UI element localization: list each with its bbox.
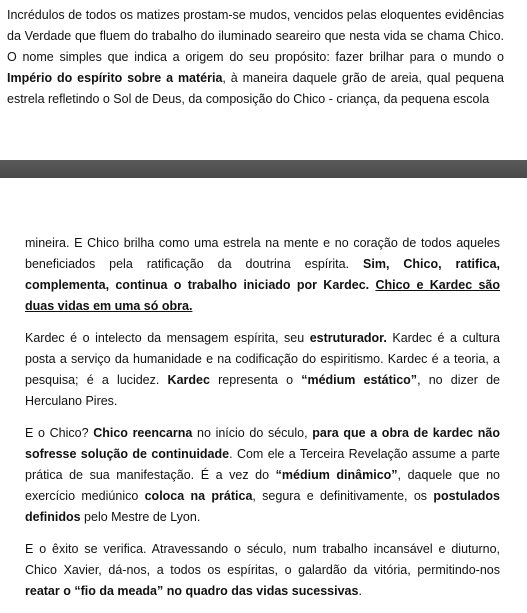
text-run: Kardec é o intelecto da mensagem espírita, seu xyxy=(25,331,310,345)
text-run: mineira. E Chico brilha como uma estrela na mente e no coração de todos aqueles beneficiados pela ratificação da doutrina espírita. xyxy=(25,236,500,271)
text-run: Kardec é a cultura posta a serviço da humanidade e na codificação do espiritismo. Kardec é a teoria, a pesquisa; é a lucidez. xyxy=(25,331,500,387)
paragraph-4 xyxy=(25,539,500,602)
text-run: no início do século, xyxy=(192,426,313,440)
text-run: , daquele que no exercício mediúnico xyxy=(25,468,500,503)
text-run: , segura e definitivamente, os xyxy=(252,489,434,503)
bold-run: coloca na prática xyxy=(144,489,253,503)
text-run: E o Chico? xyxy=(25,426,94,440)
text-run: , à maneira daquele grão de areia, qual pequena estrela refletindo o Sol de Deus, da composição do Chico - criança, da pequena escola xyxy=(7,71,504,106)
paragraph-3 xyxy=(25,423,500,528)
document-page-bottom xyxy=(0,178,527,598)
bold-run: Sim, Chico, ratifica, complementa, continua o trabalho iniciado por Kardec. xyxy=(25,257,500,292)
text-run: , no dizer de Herculano Pires. xyxy=(25,373,500,408)
bold-run: Kardec xyxy=(167,373,210,387)
bold-underline-run: Chico e Kardec são duas vidas em uma só obra. xyxy=(25,278,500,313)
bold-run: reatar o “fio da meada” no quadro das vidas sucessivas xyxy=(25,584,359,598)
text-run: representa o xyxy=(209,373,302,387)
bold-run: “médium estático” xyxy=(301,373,418,387)
text-run: Incrédulos de todos os matizes prostam-se mudos, vencidos pelas eloquentes evidências da Verdade que fluem do trabalho do iluminado seareiro que nesta vida se chama Chico. O nome simples que indica a origem do seu propósito: fazer brilhar para o mundo o xyxy=(7,8,504,64)
text-run: . Com ele a Terceira Revelação assume a parte prática de sua manifestação. É a vez do xyxy=(25,447,500,482)
paragraph-1 xyxy=(25,233,500,317)
bold-run: “médium dinâmico” xyxy=(275,468,398,482)
bold-run: Império do espírito sobre a matéria xyxy=(7,71,223,85)
bold-run: estruturador. xyxy=(309,331,387,345)
page-body xyxy=(25,233,500,613)
text-run: . xyxy=(358,584,362,598)
page-break-divider xyxy=(0,160,527,178)
bold-run: para que a obra de kardec não sofresse solução de continuidade xyxy=(25,426,500,461)
bold-run: postulados definidos xyxy=(25,489,500,524)
paragraph-2 xyxy=(25,328,500,412)
bold-run: Chico reencarna xyxy=(93,426,193,440)
text-run: E o êxito se verifica. Atravessando o século, num trabalho incansável e diuturno, Chico Xavier, dá-nos, a todos os espíritas, o galardão da vitória, permitindo-nos xyxy=(25,542,500,577)
text-run: pelo Mestre de Lyon. xyxy=(80,510,201,524)
document-page-top xyxy=(0,0,527,160)
paragraph-continued xyxy=(7,5,504,110)
